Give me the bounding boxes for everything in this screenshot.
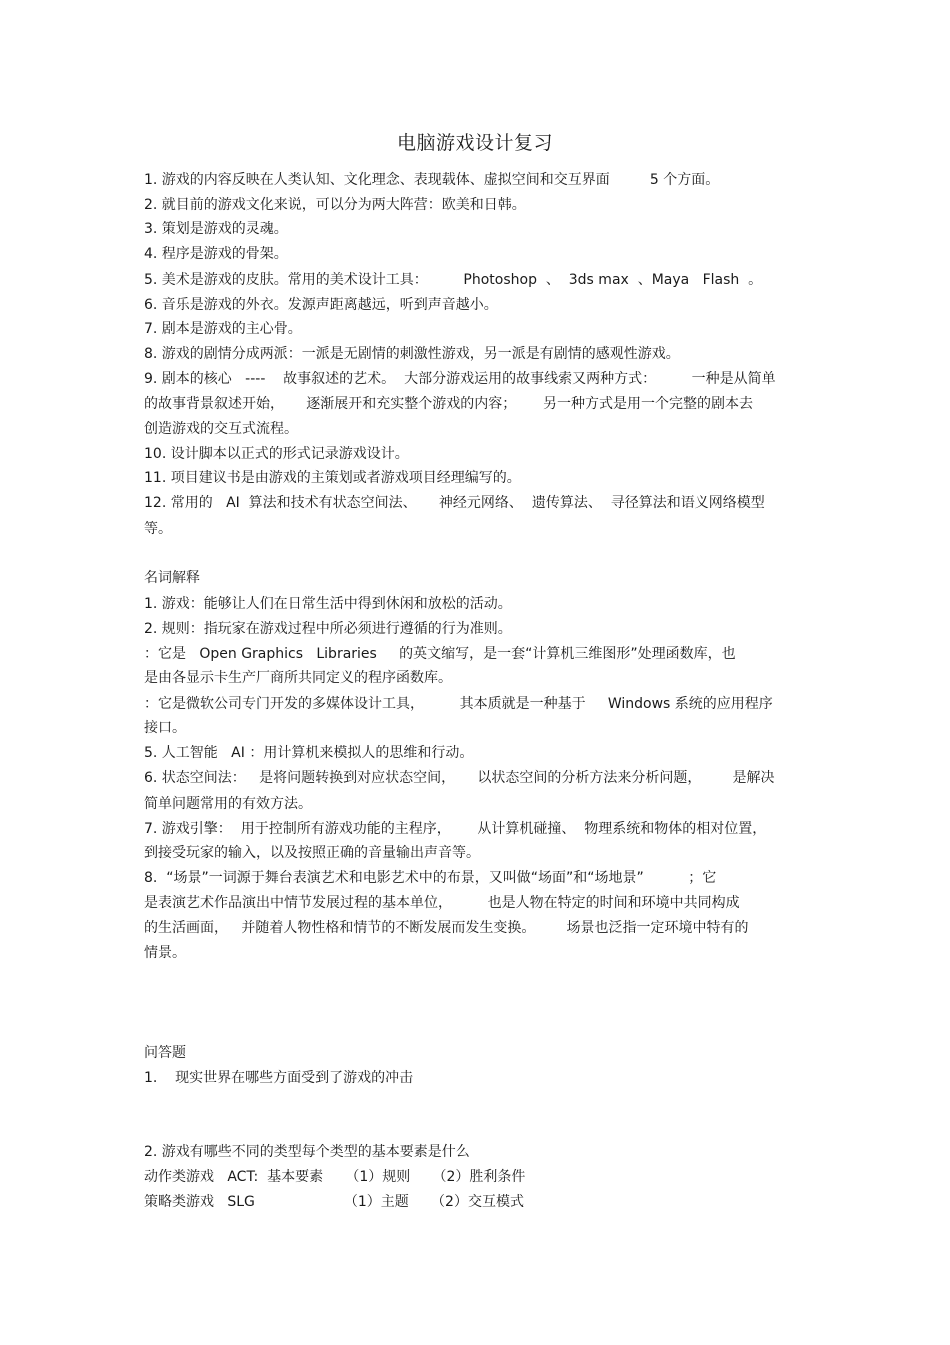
document-title: 电脑游戏设计复习 — [396, 132, 553, 154]
text-line: 等。 — [144, 521, 172, 537]
text-line: 到接受玩家的输入，以及按照正确的音量输出声音等。 — [144, 845, 480, 861]
text-line: 3. 策划是游戏的灵魂。 — [144, 221, 288, 237]
text-line: 2. 规则：指玩家在游戏过程中所必须进行遵循的行为准则。 — [144, 621, 512, 637]
text-line: 2. 就目前的游戏文化来说，可以分为两大阵营：欧美和日韩。 — [144, 197, 526, 213]
text-line: 8. 游戏的剧情分成两派：一派是无剧情的刺激性游戏，另一派是有剧情的感观性游戏。 — [144, 346, 680, 362]
text-line: 接口。 — [144, 720, 186, 736]
text-line: 2. 游戏有哪些不同的类型每个类型的基本要素是什么 — [144, 1144, 470, 1160]
text-line: 4. 程序是游戏的骨架。 — [144, 246, 288, 262]
text-line: 策略类游戏 SLG （1）主题 （2）交互模式 — [144, 1194, 524, 1210]
text-line: 6. 音乐是游戏的外衣。发源声距离越远，听到声音越小。 — [144, 297, 498, 313]
text-line: 是由各显示卡生产厂商所共同定义的程序函数库。 — [144, 670, 452, 686]
text-line: ：它是微软公司专门开发的多媒体设计工具， 其本质就是一种基于 Windows 系统的应用程序 — [144, 696, 773, 712]
text-line: 是表演艺术作品演出中情节发展过程的基本单位， 也是人物在特定的时间和环境中共同构成 — [144, 895, 740, 911]
text-line: 的故事背景叙述开始， 逐渐展开和充实整个游戏的内容； 另一种方式是用一个完整的剧本去 — [144, 396, 753, 412]
text-line: 1. 游戏的内容反映在人类认知、文化理念、表现载体、虚拟空间和交互界面 5 个方面。 — [144, 172, 720, 188]
text-line: 1. 游戏：能够让人们在日常生活中得到休闲和放松的活动。 — [144, 596, 512, 612]
text-line: 5. 人工智能 AI ：用计算机来模拟人的思维和行动。 — [144, 745, 474, 761]
text-line: 创造游戏的交互式流程。 — [144, 421, 298, 437]
text-line: 8. “场景”一词源于舞台表演艺术和电影艺术中的布景，又叫做“场面”和“场地景” ；它 — [144, 870, 717, 886]
text-line: 9. 剧本的核心 ---- 故事叙述的艺术。 大部分游戏运用的故事线索又两种方式： 一种是从简单 — [144, 371, 776, 387]
text-line: 1. 现实世界在哪些方面受到了游戏的冲击 — [144, 1070, 414, 1086]
section-heading: 问答题 — [144, 1045, 186, 1061]
text-line: 动作类游戏 ACT: 基本要素 （1）规则 （2）胜利条件 — [144, 1169, 526, 1185]
text-line: 7. 游戏引擎： 用于控制所有游戏功能的主程序， 从计算机碰撞、 物理系统和物体的相对位置， — [144, 821, 767, 837]
text-line: 7. 剧本是游戏的主心骨。 — [144, 321, 302, 337]
text-line: 的生活画面， 并随着人物性格和情节的不断发展而发生变换。 场景也泛指一定环境中特有的 — [144, 920, 749, 936]
text-line: 12. 常用的 AI 算法和技术有状态空间法、 神经元网络、 遗传算法、 寻径算法和语义网络模型 — [144, 495, 765, 511]
text-line: 11. 项目建议书是由游戏的主策划或者游戏项目经理编写的。 — [144, 470, 521, 486]
text-line: 5. 美术是游戏的皮肤。常用的美术设计工具： Photoshop 、 3ds max 、Maya Flash 。 — [144, 272, 763, 288]
text-line: ：它是 Open Graphics Libraries 的英文缩写，是一套“计算机三维图形”处理函数库，也 — [144, 646, 736, 662]
text-line: 情景。 — [144, 945, 186, 961]
text-line: 简单问题常用的有效方法。 — [144, 796, 312, 812]
section-heading: 名词解释 — [144, 570, 200, 586]
text-line: 10. 设计脚本以正式的形式记录游戏设计。 — [144, 446, 409, 462]
text-line: 6. 状态空间法： 是将问题转换到对应状态空间， 以状态空间的分析方法来分析问题， 是解决 — [144, 770, 775, 786]
